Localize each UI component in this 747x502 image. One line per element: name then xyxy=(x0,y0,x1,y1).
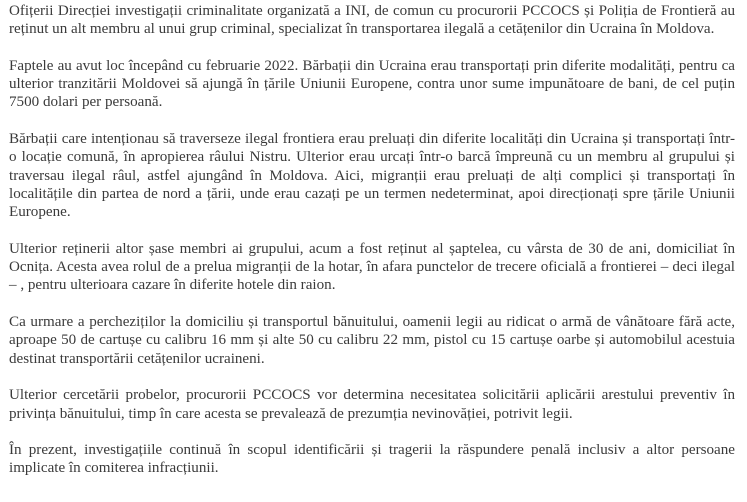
paragraph-search-results: Ca urmare a percheziților la domiciliu și transportul bănuitului, oamenii legii au ridicat o armă de vânătoare fără acte, aproape 50 de cartușe cu calibru 16 mm și alte 50 cu calibru 22 mm, pistol cu 15 cartușe oarbe și automobilul acestuia destinat transportării cetățenilor ucraineni. xyxy=(9,314,735,367)
paragraph-seventh-member: Ulterior reținerii altor șase membri ai grupului, acum a fost reținut al șaptelea, cu vârsta de 30 de ani, domiciliat în Ocnița. Acesta avea rolul de a prelua migranții de la hotar, în afara punctelor de trecere oficială a frontierei – deci ilegal – , pentru ulterioara cazare în diferite hotele din raion. xyxy=(9,240,735,294)
article-body xyxy=(9,2,735,478)
paragraph-arrest-announcement: Ofițerii Direcției investigații criminalitate organizată a INI, de comun cu procurorii PCCOCS și Poliția de Frontieră au reținut un alt membru al unui grup criminal, specializat în transportarea ilegală a cetățenilor din Ucraina în Moldova. xyxy=(9,3,735,38)
paragraph-ongoing-investigation: În prezent, investigațiile continuă în scopul identificării și tragerii la răspundere penală inclusiv a altor persoane implicate în comiterea infracțiunii. xyxy=(9,442,735,477)
paragraph-facts-timeline: Faptele au avut loc începând cu februarie 2022. Bărbații din Ucraina erau transportați prin diferite modalități, pentru ca ulterior tranzitării Moldovei să ajungă în țările Uniunii Europene, contra unor sume impunătoare de bani, de cel puțin 7500 dolari per persoană. xyxy=(9,57,735,111)
paragraph-next-steps: Ulterior cercetării probelor, procurorii PCCOCS vor determina necesitatea solicitării aplicării arestului preventiv în privința bănuitului, timp în care acesta se prevalează de prezumția nevinovăției, potrivit legii. xyxy=(9,387,735,422)
paragraph-crossing-method: Bărbații care intenționau să traverseze ilegal frontiera erau preluați din diferite localități din Ucraina și transportați într-o locație comună, în apropierea râului Nistru. Ulterior erau urcați într-o barcă împreună cu un membru al grupului și traversau ilegal râul, astfel ajungând în Moldova. Aici, migranții erau preluați de alți complici și transportați în localitățile din partea de nord a țării, unde erau cazați pe un termen nedeterminat, apoi direcționați spre țările Uniunii Europene. xyxy=(9,131,735,221)
